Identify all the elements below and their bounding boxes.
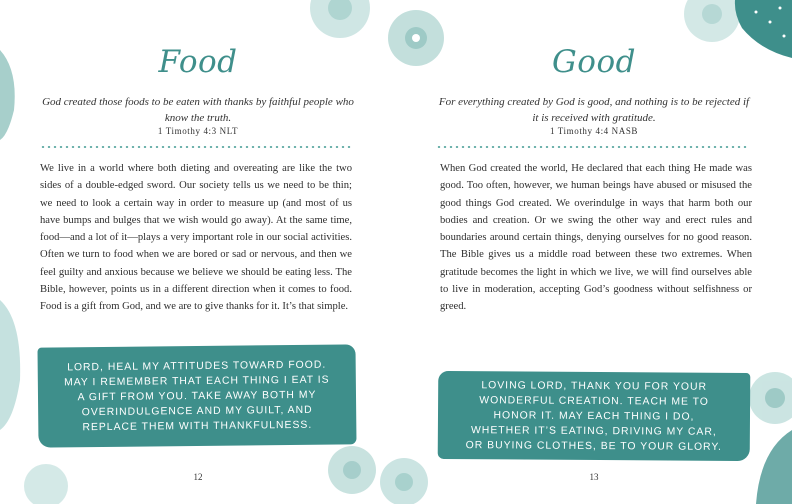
scripture-reference: 1 Timothy 4:4 NASB (549, 126, 639, 136)
scripture-verse: God created those foods to be eaten with thanks by faithful people who know the truth. (42, 96, 354, 124)
prayer-box (37, 344, 356, 447)
devotional-text: When God created the world, He declared that each thing He made was good. Too often, however, we human beings have abused or misused the good things God created. We overindulge in ways that harm both our bodies and creation. Or we swing the other way and erect rules and boundaries around certain things, denying ourselves for no good reason. The Bible gives us a middle road between these two extremes. When gratitude becomes the light in which we live, we will find ourselves able to live in moderation, accepting God’s goodness without selfishness or greed. (440, 163, 752, 313)
scripture-verse: For everything created by God is good, and nothing is to be rejected if it is received with gratitude. (438, 96, 750, 124)
page-number: 12 (193, 472, 203, 482)
prayer-box (438, 371, 751, 461)
page-number: 13 (589, 472, 599, 482)
prayer-text: LORD, HEAL MY ATTITUDES TOWARD FOOD. MAY I REMEMBER THAT EACH THING I EAT IS A GIFT FROM YOU. TAKE AWAY BOTH MY OVERINDULGENCE AND MY GUILT, AND REPLACE THEM WITH THANKFULNESS. (64, 359, 330, 433)
dotted-divider (40, 146, 352, 148)
page-title: Good (552, 44, 636, 80)
page-title: Food (158, 44, 238, 80)
devotional-text: We live in a world where both dieting and overeating are like the two sides of a double-edged sword. Our society tells us we need to be thin; we need to look a certain way in order to measure up (and most of us have bumps and bulges that we wish would go away). At the same time, food—and a lot of it—plays a very important role in our social activities. Often we turn to food when we are bored or sad or nervous, and then we feel guilty and anxious because we believe we should be eating less. The Bible, however, points us in a different direction when it comes to food. Food is a gift from God, and we are to give thanks for it. It’s that simple. (40, 163, 352, 313)
right-page (396, 0, 792, 504)
dotted-divider (436, 146, 748, 148)
prayer-text: LOVING LORD, THANK YOU FOR YOUR WONDERFUL CREATION. TEACH ME TO HONOR IT. MAY EACH THING I DO, WHETHER IT’S EATING, DRIVING MY CAR, OR BUYING CLOTHES, BE TO YOUR GLORY. (465, 379, 722, 453)
scripture-reference: 1 Timothy 4:3 NLT (157, 126, 239, 136)
